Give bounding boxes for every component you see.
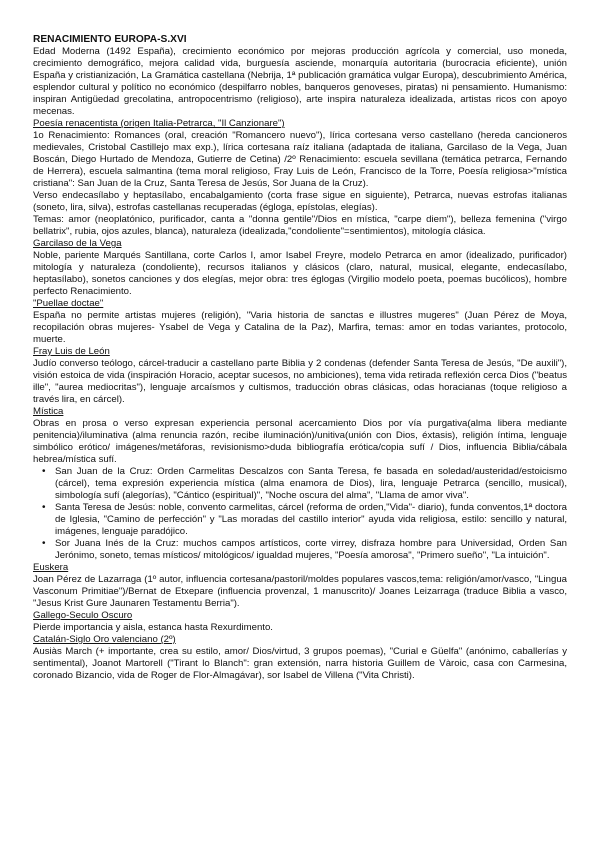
section-heading-frayluis: Fray Luis de León <box>33 346 110 357</box>
section-poesia <box>33 118 567 238</box>
document-title: RENACIMIENTO EUROPA-S.XVI <box>33 34 187 45</box>
section-heading-puellae: "Puellae doctae" <box>33 298 104 309</box>
section-mistica <box>33 406 567 562</box>
section-heading-euskera: Euskera <box>33 562 69 573</box>
section-gallego <box>33 610 567 634</box>
poesia-paragraph-2: Verso endecasílabo y heptasílabo, encabalgamiento (corta frase sigue en siguiente), Petrarca, nuevas estrofas italianas (soneto, lira, silva), estrofas castellanas recuperadas (égloga, epístolas, elegías). <box>33 190 567 213</box>
section-frayluis <box>33 346 567 406</box>
section-heading-catalan: Catalán-Siglo Oro valenciano (2º) <box>33 634 176 645</box>
section-garcilaso <box>33 238 567 298</box>
section-catalan <box>33 634 567 682</box>
poesia-paragraph-1: 1o Renacimiento: Romances (oral, creación "Romancero nuevo"), lírica cortesana verso castellano (hereda cancioneros medievales, Cristobal Castillejo max exp.), lírica cortesana raíz italiana (adaptada de italiana, Garcilaso de la Vega, Juan Boscán, Diego Hurtado de Mendoza, Gutierre de Cetina) /2º Renacimiento: escuela sevillana (temática petrarca, Fernando de Herrera), escuela salmantina (tema moral religioso, Fray Luis de León, Francisco de la Torre, Poesía religiosa>"mística cristiana": San Juan de la Cruz, Santa Teresa de Jesús, Sor Juana de la Cruz). <box>33 130 567 189</box>
catalan-paragraph: Ausiàs March (+ importante, crea su estilo, amor/ Dios/virtud, 3 grupos poemas), "Curial e Güelfa" (anónimo, caballerías y sentimental), Joanot Martorell ("Tirant lo Blanch": gran extensión, narra historia Guillem de Vàroic, casa con Carmesina, coronado Bizancio, vida de Roger de Flor-Almagávar), sor Isabel de Villena ("Vita Christi). <box>33 646 567 681</box>
frayluis-paragraph: Judío converso teólogo, cárcel-traducir a castellano parte Biblia y 2 condenas (defender Santa Teresa de Jesús, "De auxili"), visión estoica de vida (inspiración Horacio, aceptar sucesos, no ambiciones), tema vida retirada reflexión cerca Dios ("beatus ille", "aurea mediocritas"), lenguaje arcaísmos y cultismos, traducción obras clásicas, odas horacianas (toque religioso a través lira, en cárcel). <box>33 358 567 405</box>
section-heading-mistica: Mística <box>33 406 64 417</box>
list-item-sor-juana: • Sor Juana Inés de la Cruz: muchos campos artísticos, corte virrey, disfraza hombre para Universidad, Orden San Jerónimo, soneto, temas místicos/ mitológicos/ igualdad mujeres, "Poesía amorosa", "Primero sueño", "La intuición". <box>55 538 567 562</box>
section-puellae <box>33 298 567 346</box>
mistica-paragraph: Obras en prosa o verso expresan experiencia personal acercamiento Dios por vía purgativa(alma libera mediante penitencia)/iluminativa (alma renuncia razón, recibe iluminación)/unitiva(unión con Dios, éxtasis), religión íntima, lenguaje simbólico erótico/ imágenes/metáforas, revisionismo>duda bibliografía erótica/copia sufí / Dios, influencia Biblia/cábala hebrea/mística sufí. <box>33 418 567 465</box>
list-item-san-juan: • San Juan de la Cruz: Orden Carmelitas Descalzos con Santa Teresa, fe basada en soledad/austeridad/estoicismo (cárcel), tema expresión experiencia mística (alma enamora de Dios), lira, lenguaje Petrarca (sencillo, musical), simbología sufí (alegorías), "Cántico (espiritual)", "Noche oscura del alma", "Llama de amor viva". <box>55 466 567 502</box>
puellae-paragraph: España no permite artistas mujeres (religión), "Varia historia de sanctas e illustres mugeres" (Juan Pérez de Moya, recopilación obras mujeres- Ysabel de Vega y Catalina de la Paz), Marfira, temas: amor en todas variantes, protocolo, muerte. <box>33 310 567 345</box>
intro-paragraph: Edad Moderna (1492 España), crecimiento económico por mejoras producción agrícola y comercial, uso moneda, crecimiento demográfico, mejora calidad vida, burguesía asciende, monarquía autoritaria (burocracia eficiente), unión España y cristianización, La Gramática castellana (Nebrija, 1ª publicación gramática vulgar Europa), descubrimiento América, esplendor cultural y político no económico (despilfarro nobles, banqueros genoveses, piratas) ni pensamiento. Humanismo: inspiran Antigüedad grecolatina, antropocentrismo (religioso), arte inspira naturaleza idealizada, artistas ricos con apoyo mecenas. <box>33 46 567 117</box>
garcilaso-paragraph: Noble, pariente Marqués Santillana, corte Carlos I, amor Isabel Freyre, modelo Petrarca en amor (idealizado, purificador) mitología y naturaleza (condoliente), recursos italianos y clásicos (claro, natural, musical, elegante, endecasílabo, heptasílabo), sonetos canciones y dos elegías, mejor obra: tres églogas (Virgilio modelo poeta, poemas bucólicos), hombre perfecto Renacimiento. <box>33 250 567 297</box>
section-heading-poesia: Poesía renacentista (origen Italia-Petrarca, "Il Canzionare") <box>33 118 285 129</box>
list-item-santa-teresa: • Santa Teresa de Jesús: noble, convento carmelitas, cárcel (reforma de orden,"Vida"- diario), funda conventos,1ª doctora de Iglesia, "Camino de perfección" y "Las moradas del castillo interior" ayuda vida religiosa, estilo: sencillo y natural, imágenes, lenguaje paradójico. <box>55 502 567 538</box>
poesia-paragraph-3: Temas: amor (neoplatónico, purificador, canta a "donna gentile"/Dios en mística, "carpe diem"), belleza femenina ("virgo bellatrix", rubia, ojos azules, blanca), naturaleza (idealizada,"condoliente"=sentimientos), mitología clásica. <box>33 214 567 237</box>
section-heading-gallego: Gallego-Seculo Oscuro <box>33 610 133 621</box>
section-euskera <box>33 562 567 610</box>
euskera-paragraph: Joan Pérez de Lazarraga (1º autor, influencia cortesana/pastoril/moldes populares vascos,tema: religión/amor/vasco, "Lingua Vasconum Primitiae")/Bernat de Etxepare (influencia provenzal, 1 manuscrito)/ Joanes Leizarraga (traduce Biblia a vasco, "Jesus Krist Gure Jaunaren Testamentu Berria"). <box>33 574 567 609</box>
mistica-bullet-list <box>33 466 567 562</box>
gallego-paragraph: Pierde importancia y aisla, estanca hasta Rexurdimento. <box>33 622 273 633</box>
section-heading-garcilaso: Garcilaso de la Vega <box>33 238 122 249</box>
